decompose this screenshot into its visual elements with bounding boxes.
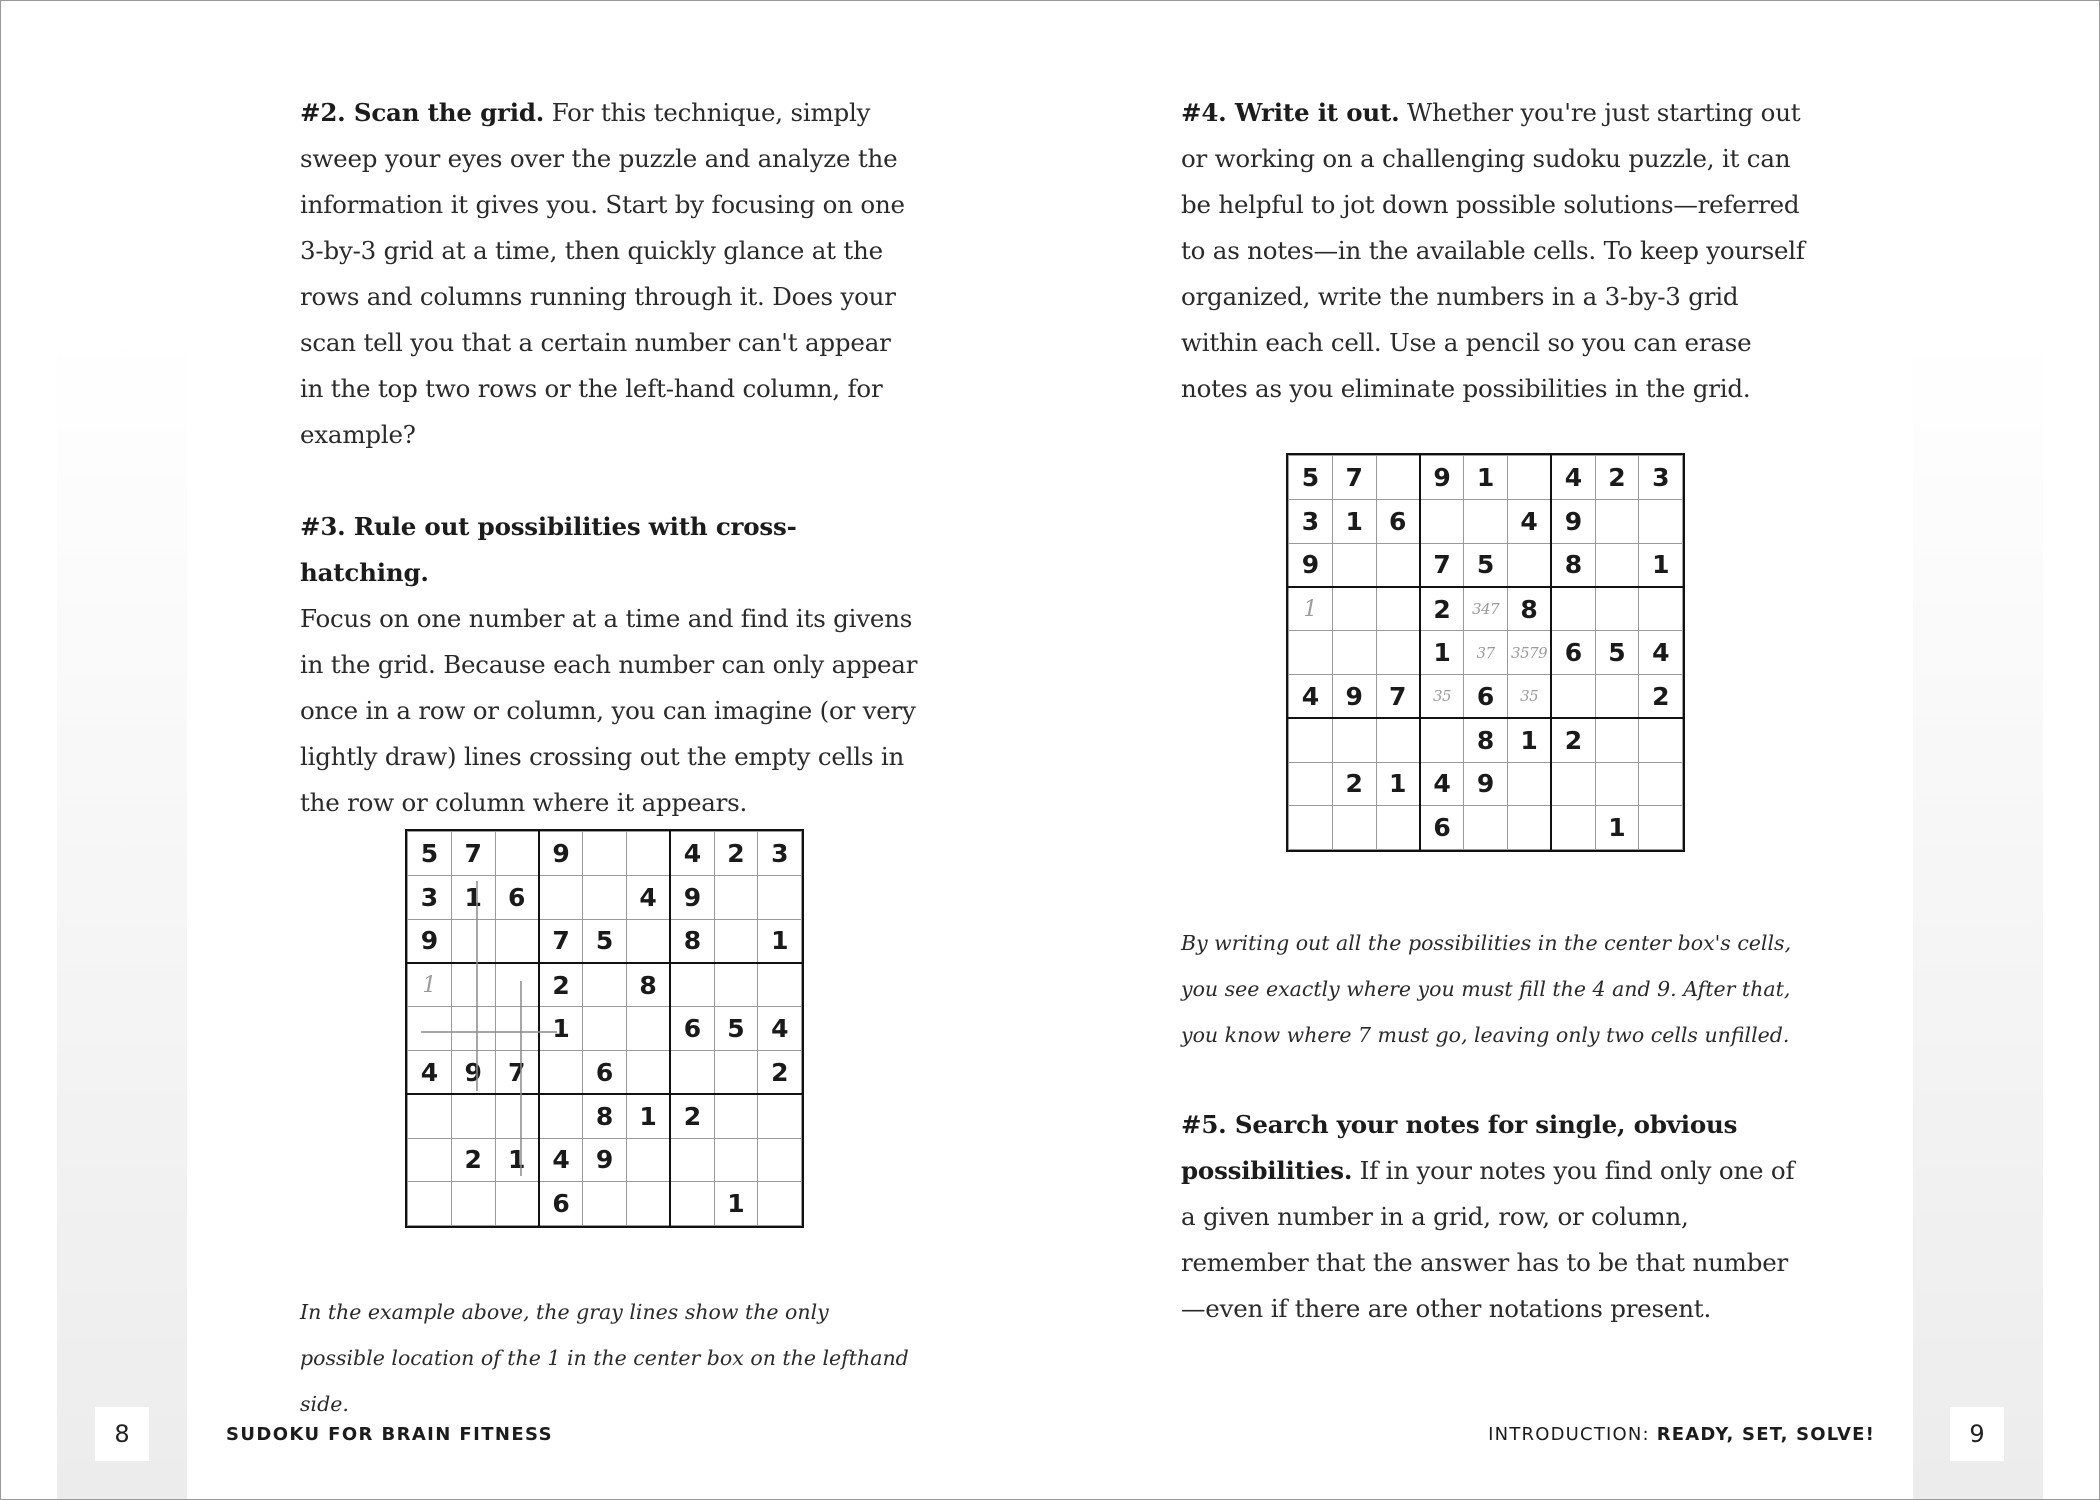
- grid-cell: [451, 963, 495, 1007]
- grid-cell: [758, 1138, 802, 1182]
- grid-cell: 1: [1376, 762, 1420, 806]
- grid-cell: [1464, 806, 1508, 850]
- grid-cell: [1639, 499, 1683, 543]
- grid-cell: 4: [1289, 674, 1333, 718]
- grid-cell: 1: [1595, 806, 1639, 850]
- grid-cell: 2: [1595, 456, 1639, 500]
- tip-5-body: If in your notes you find only one of a given number in a grid, row, or column, remember that the answer has to be that number—even if there are other notations present.: [1181, 1156, 1795, 1323]
- grid-cell: [1639, 718, 1683, 762]
- grid-cell: 4: [539, 1138, 583, 1182]
- grid-row: [408, 832, 802, 876]
- grid-cell: [408, 1094, 452, 1138]
- grid-cell: 9: [583, 1138, 627, 1182]
- grid-cell: [495, 919, 539, 963]
- grid-cell: 1: [758, 919, 802, 963]
- grid-cell: 1: [1420, 631, 1464, 675]
- tip-2-paragraph: [300, 90, 920, 458]
- grid-cell: 6: [670, 1007, 714, 1051]
- grid-cell: 2: [539, 963, 583, 1007]
- grid-cell: 2: [714, 832, 758, 876]
- pencil-note: 1: [408, 963, 452, 1007]
- grid-cell: 2: [1551, 718, 1595, 762]
- grid-row: [1289, 718, 1683, 762]
- grid-cell: [1332, 587, 1376, 631]
- grid-cell: 8: [1464, 718, 1508, 762]
- grid-cell: [1507, 543, 1551, 587]
- grid-cell: 1: [495, 1138, 539, 1182]
- grid-cell: [1595, 499, 1639, 543]
- grid-row: [1289, 674, 1683, 718]
- grid-cell: 2: [758, 1050, 802, 1094]
- grid-cell: 3: [408, 875, 452, 919]
- tip-4-paragraph: [1181, 90, 1811, 412]
- grid-cell: 8: [1551, 543, 1595, 587]
- grid-cell: [1420, 718, 1464, 762]
- tip-5-paragraph: [1181, 1102, 1811, 1332]
- tip-3-body: Focus on one number at a time and find its givens in the grid. Because each number can only appear once in a row or column, you can imagine (or very lightly draw) lines crossing out the empty cells in the row or column where it appears.: [300, 604, 918, 817]
- grid-row: [408, 1138, 802, 1182]
- tip-5-heading: #5. Search your notes for single, obvious possibilities.: [1181, 1110, 1738, 1185]
- grid-row: [1289, 762, 1683, 806]
- grid-cell: 6: [539, 1182, 583, 1226]
- grid-cell: 9: [1289, 543, 1333, 587]
- grid-cell: 4: [1639, 631, 1683, 675]
- tip-2-body: For this technique, simply sweep your eyes over the puzzle and analyze the information it gives you. Start by focusing on one 3-by-3 grid at a time, then quickly glance at the rows and columns running through it. Does your scan tell you that a certain number can't appear in the top two rows or the left-hand column, for example?: [300, 98, 905, 449]
- grid-cell: [583, 1182, 627, 1226]
- grid-cell: [1420, 499, 1464, 543]
- grid-cell: [714, 875, 758, 919]
- grid-cell: 9: [451, 1050, 495, 1094]
- grid-cell: [670, 963, 714, 1007]
- grid-cell: [451, 919, 495, 963]
- left-caption-block: [300, 1289, 920, 1427]
- grid-cell: [670, 1182, 714, 1226]
- grid-cell: 4: [670, 832, 714, 876]
- grid-cell: 7: [1376, 674, 1420, 718]
- grid-cell: [714, 1050, 758, 1094]
- grid-cell: [495, 1182, 539, 1226]
- grid-row: [408, 963, 802, 1007]
- tip-5-block: [1181, 1102, 1811, 1332]
- grid-cell: [408, 1007, 452, 1051]
- grid-cell: 9: [1551, 499, 1595, 543]
- grid-cell: 5: [1289, 456, 1333, 500]
- grid-cell: [1595, 587, 1639, 631]
- left-margin-shade: [57, 330, 187, 1500]
- grid-cell: [714, 963, 758, 1007]
- grid-cell: 6: [495, 875, 539, 919]
- grid-cell: [1639, 762, 1683, 806]
- left-caption: In the example above, the gray lines show the only possible location of the 1 in the center box on the lefthand side.: [300, 1300, 909, 1416]
- grid-cell: [408, 1182, 452, 1226]
- grid-cell: 4: [1551, 456, 1595, 500]
- grid-cell: [626, 1138, 670, 1182]
- grid-cell: [1595, 543, 1639, 587]
- grid-cell: [1376, 543, 1420, 587]
- grid-cell: [626, 1007, 670, 1051]
- grid-cell: [1289, 806, 1333, 850]
- grid-cell: [714, 1138, 758, 1182]
- grid-cell: 1: [1507, 718, 1551, 762]
- grid-cell: [1595, 674, 1639, 718]
- pencil-note: 3579: [1507, 631, 1551, 675]
- grid-cell: 2: [451, 1138, 495, 1182]
- running-head-prefix: INTRODUCTION:: [1488, 1424, 1657, 1445]
- grid-cell: [451, 1182, 495, 1226]
- grid-row: [1289, 631, 1683, 675]
- grid-cell: 9: [670, 875, 714, 919]
- grid-cell: [758, 875, 802, 919]
- grid-cell: [626, 919, 670, 963]
- grid-cell: 9: [539, 832, 583, 876]
- grid-cell: 4: [758, 1007, 802, 1051]
- grid-row: [408, 1182, 802, 1226]
- grid-cell: 6: [583, 1050, 627, 1094]
- right-caption-block: [1181, 920, 1811, 1058]
- grid-cell: [626, 1050, 670, 1094]
- grid-cell: 1: [1332, 499, 1376, 543]
- grid-cell: 9: [1420, 456, 1464, 500]
- grid-cell: 4: [626, 875, 670, 919]
- grid-cell: [1639, 806, 1683, 850]
- grid-cell: 2: [1639, 674, 1683, 718]
- right-page-column: [1181, 90, 1811, 412]
- grid-cell: [1595, 718, 1639, 762]
- grid-cell: 9: [1332, 674, 1376, 718]
- grid-row: [408, 1094, 802, 1138]
- grid-row: [1289, 543, 1683, 587]
- grid-row: [408, 1007, 802, 1051]
- left-page-column: [300, 90, 920, 826]
- grid-cell: [539, 1094, 583, 1138]
- grid-cell: [583, 875, 627, 919]
- grid-cell: [758, 1094, 802, 1138]
- grid-cell: [1639, 587, 1683, 631]
- grid-cell: [1464, 499, 1508, 543]
- grid-row: [1289, 806, 1683, 850]
- grid-cell: [758, 1182, 802, 1226]
- grid-cell: [1507, 456, 1551, 500]
- grid-cell: 5: [714, 1007, 758, 1051]
- grid-cell: 7: [1420, 543, 1464, 587]
- notes-sudoku-grid: [1286, 453, 1685, 852]
- pencil-note: 35: [1507, 674, 1551, 718]
- right-page-number: 9: [1950, 1407, 2004, 1461]
- tip-4-body: Whether you're just starting out or working on a challenging sudoku puzzle, it can be helpful to jot down possible solutions—referred to as notes—in the available cells. To keep yourself organized, write the numbers in a 3-by-3 grid within each cell. Use a pencil so you can erase notes as you eliminate possibilities in the grid.: [1181, 98, 1805, 403]
- grid-cell: 1: [626, 1094, 670, 1138]
- grid-cell: 1: [714, 1182, 758, 1226]
- grid-cell: 6: [1551, 631, 1595, 675]
- grid-cell: [1376, 806, 1420, 850]
- right-running-head: [1488, 1424, 1875, 1445]
- grid-cell: [670, 1138, 714, 1182]
- grid-cell: [1507, 762, 1551, 806]
- grid-cell: 9: [1464, 762, 1508, 806]
- left-running-head: SUDOKU FOR BRAIN FITNESS: [226, 1424, 553, 1445]
- grid-cell: 5: [408, 832, 452, 876]
- grid-cell: 8: [670, 919, 714, 963]
- sudoku-table: [407, 831, 802, 1226]
- grid-cell: [670, 1050, 714, 1094]
- pencil-note: 1: [1289, 587, 1333, 631]
- grid-cell: 4: [1420, 762, 1464, 806]
- grid-cell: 7: [495, 1050, 539, 1094]
- grid-cell: 3: [1639, 456, 1683, 500]
- grid-cell: 5: [1464, 543, 1508, 587]
- grid-cell: [1289, 631, 1333, 675]
- grid-cell: [626, 832, 670, 876]
- grid-cell: 7: [539, 919, 583, 963]
- grid-cell: [1551, 762, 1595, 806]
- grid-cell: 7: [1332, 456, 1376, 500]
- cross-hatching-sudoku-grid: [405, 829, 804, 1228]
- grid-cell: 1: [1464, 456, 1508, 500]
- tip-4-heading: #4. Write it out.: [1181, 98, 1400, 127]
- grid-cell: [539, 1050, 583, 1094]
- pencil-note: 37: [1464, 631, 1508, 675]
- tip-2-heading: #2. Scan the grid.: [300, 98, 545, 127]
- grid-cell: [1376, 456, 1420, 500]
- grid-cell: 3: [758, 832, 802, 876]
- grid-cell: [495, 963, 539, 1007]
- grid-cell: 8: [626, 963, 670, 1007]
- grid-cell: 4: [1507, 499, 1551, 543]
- grid-cell: 6: [1420, 806, 1464, 850]
- grid-cell: [1289, 762, 1333, 806]
- grid-cell: [583, 1007, 627, 1051]
- grid-cell: [495, 832, 539, 876]
- grid-cell: [1551, 674, 1595, 718]
- pencil-note: 347: [1464, 587, 1508, 631]
- grid-cell: 1: [539, 1007, 583, 1051]
- grid-row: [1289, 587, 1683, 631]
- pencil-note: 35: [1420, 674, 1464, 718]
- grid-cell: 2: [1420, 587, 1464, 631]
- grid-cell: [451, 1007, 495, 1051]
- grid-cell: [451, 1094, 495, 1138]
- grid-row: [408, 1050, 802, 1094]
- grid-cell: 6: [1464, 674, 1508, 718]
- grid-cell: [583, 963, 627, 1007]
- grid-cell: 7: [451, 832, 495, 876]
- grid-cell: [1332, 631, 1376, 675]
- grid-row: [1289, 456, 1683, 500]
- grid-row: [408, 875, 802, 919]
- tip-3-heading: #3. Rule out possibilities with cross-hatching.: [300, 512, 797, 587]
- grid-cell: [495, 1007, 539, 1051]
- grid-cell: 9: [408, 919, 452, 963]
- grid-cell: 3: [1289, 499, 1333, 543]
- grid-cell: [1332, 806, 1376, 850]
- sudoku-table: [1288, 455, 1683, 850]
- grid-cell: 5: [583, 919, 627, 963]
- grid-cell: [1332, 543, 1376, 587]
- grid-cell: 4: [408, 1050, 452, 1094]
- grid-cell: [1332, 718, 1376, 762]
- grid-cell: [714, 1094, 758, 1138]
- left-page-number: 8: [95, 1407, 149, 1461]
- grid-cell: [1376, 587, 1420, 631]
- grid-cell: [1289, 718, 1333, 762]
- tip-3-paragraph: [300, 504, 920, 826]
- grid-cell: [1376, 631, 1420, 675]
- grid-cell: 6: [1376, 499, 1420, 543]
- grid-row: [408, 919, 802, 963]
- grid-cell: [1595, 762, 1639, 806]
- grid-cell: 2: [670, 1094, 714, 1138]
- grid-cell: [1376, 718, 1420, 762]
- grid-cell: [758, 963, 802, 1007]
- grid-cell: [539, 875, 583, 919]
- grid-cell: 8: [583, 1094, 627, 1138]
- grid-cell: [1551, 806, 1595, 850]
- grid-row: [1289, 499, 1683, 543]
- grid-cell: [408, 1138, 452, 1182]
- right-margin-shade: [1913, 330, 2043, 1500]
- grid-cell: 5: [1595, 631, 1639, 675]
- grid-cell: [714, 919, 758, 963]
- grid-cell: 1: [1639, 543, 1683, 587]
- grid-cell: [583, 832, 627, 876]
- grid-cell: 1: [451, 875, 495, 919]
- grid-cell: [495, 1094, 539, 1138]
- grid-cell: 2: [1332, 762, 1376, 806]
- grid-cell: [626, 1182, 670, 1226]
- grid-cell: [1507, 806, 1551, 850]
- grid-cell: 8: [1507, 587, 1551, 631]
- right-caption: By writing out all the possibilities in the center box's cells, you see exactly where you must fill the 4 and 9. After that, you know where 7 must go, leaving only two cells unfilled.: [1181, 931, 1792, 1047]
- running-head-title: READY, SET, SOLVE!: [1656, 1424, 1875, 1445]
- grid-cell: [1551, 587, 1595, 631]
